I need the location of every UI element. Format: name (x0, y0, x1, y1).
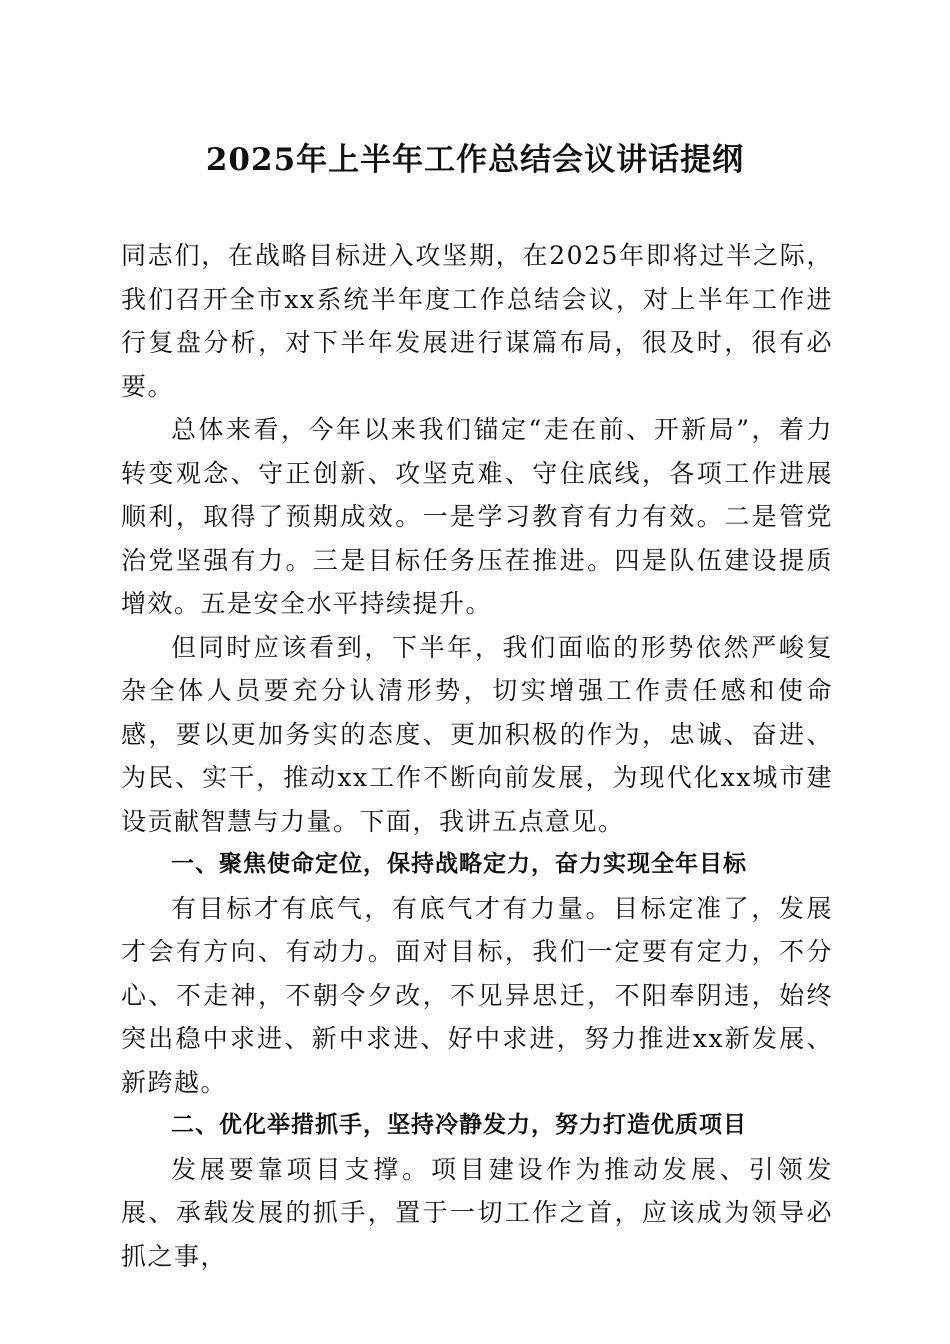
section-heading-1: 一、聚焦使命定位，保持战略定力，奋力实现全年目标 (171, 851, 747, 877)
document-title: 2025年上半年工作总结会议讲话提纲 (205, 142, 745, 178)
paragraph-opening: 同志们，在战略目标进入攻坚期，在2025年即将过半之际，我们召开全市xx系统半年度工作总结会议，对上半年工作进行复盘分析，对下半年发展进行谋篇布局，很及时，很有必要。 (121, 241, 833, 401)
document-body (121, 234, 833, 1278)
paragraph-section-1: 有目标才有底气，有底气才有力量。目标定准了，发展才会有方向、有动力。面对目标，我们一定要有定力，不分心、不走神，不朝令夕改，不见异思迁，不阳奉阴违，始终突出稳中求进、新中求进、好中求进，努力推进xx新发展、新跨越。 (121, 893, 833, 1097)
paragraph-situation: 但同时应该看到，下半年，我们面临的形势依然严峻复杂全体人员要充分认清形势，切实增强工作责任感和使命感，要以更加务实的态度、更加积极的作为，忠诚、奋进、为民、实干，推动xx工作不断向前发展，为现代化xx城市建设贡献智慧与力量。下面，我讲五点意见。 (121, 632, 833, 836)
paragraph-section-2: 发展要靠项目支撑。项目建设作为推动发展、引领发展、承载发展的抓手，置于一切工作之首，应该成为领导必抓之事， (121, 1154, 833, 1271)
section-heading-2: 二、优化举措抓手，坚持冷静发力，努力打造优质项目 (171, 1112, 747, 1138)
paragraph-overview: 总体来看，今年以来我们锚定“走在前、开新局”，着力转变观念、守正创新、攻坚克难、守住底线，各项工作进展顺利，取得了预期成效。一是学习教育有力有效。二是管党治党坚强有力。三是目标任务压茬推进。四是队伍建设提质增效。五是安全水平持续提升。 (121, 415, 833, 618)
